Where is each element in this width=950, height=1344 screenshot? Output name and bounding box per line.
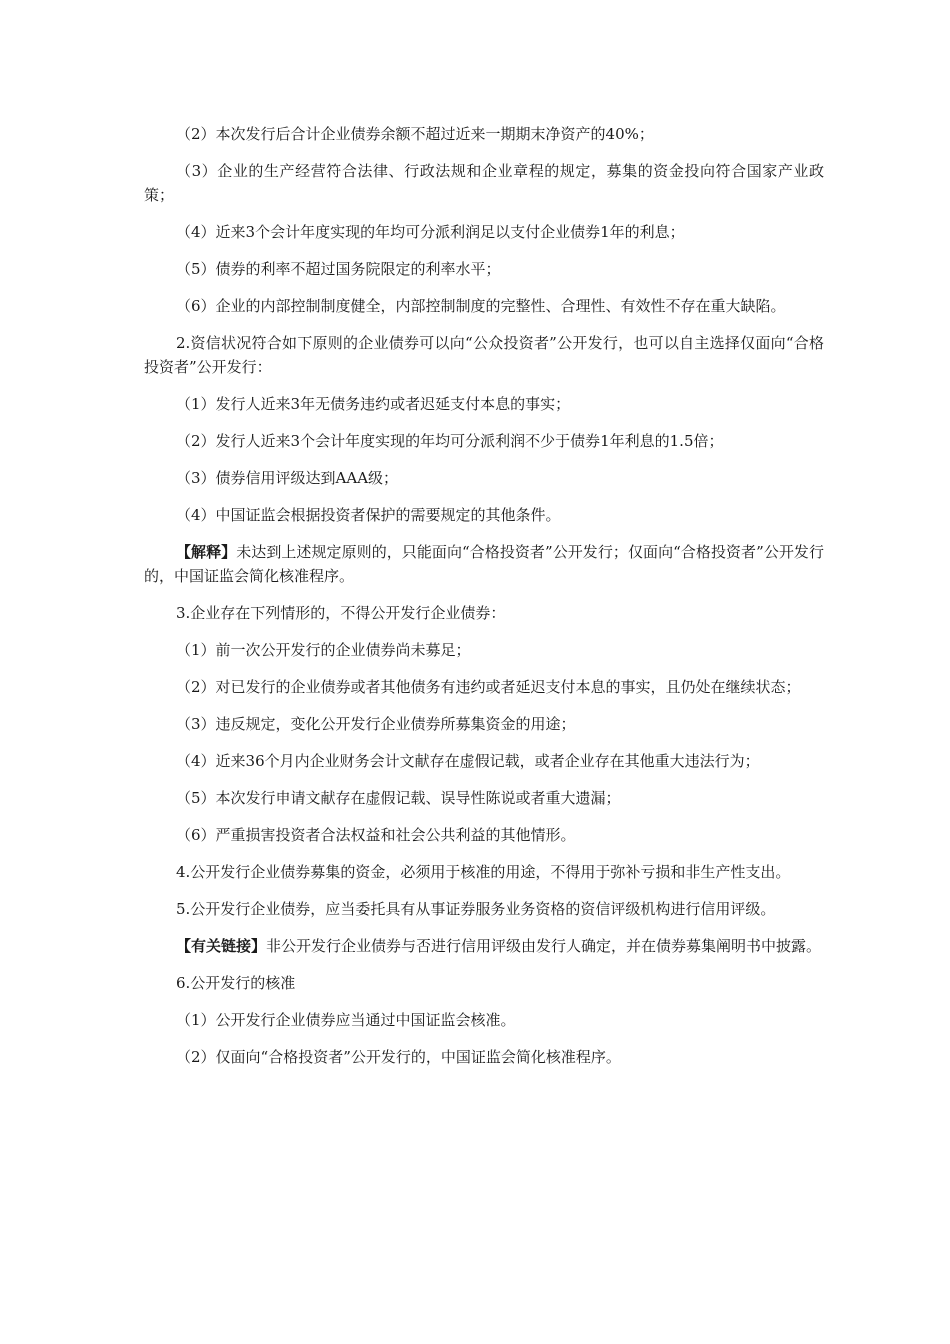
- paragraph-text: 5.公开发行企业债券，应当委托具有从事证券服务业务资格的资信评级机构进行信用评级。: [176, 900, 776, 918]
- paragraph-text: （3）债券信用评级达到AAA级；: [176, 469, 399, 487]
- paragraph-text: （3）企业的生产经营符合法律、行政法规和企业章程的规定，募集的资金投向符合国家产业政策；: [144, 162, 824, 204]
- paragraph-text: 4.公开发行企业债券募集的资金，必须用于核准的用途，不得用于弥补亏损和非生产性支出。: [176, 863, 791, 881]
- paragraph-section-3-item-5: [144, 786, 824, 810]
- paragraph-condition-3: [144, 159, 824, 207]
- document-body: [144, 122, 824, 1082]
- note-label: 【解释】: [176, 543, 237, 561]
- paragraph-section-3-item-1: [144, 638, 824, 662]
- paragraph-explanation-note: [144, 540, 824, 588]
- paragraph-section-4: [144, 860, 824, 884]
- paragraph-section-3-item-2: [144, 675, 824, 699]
- paragraph-section-5: [144, 897, 824, 921]
- paragraph-section-2-item-2: [144, 429, 824, 453]
- paragraph-text: （5）债券的利率不超过国务院限定的利率水平；: [176, 260, 501, 278]
- paragraph-section-3-item-6: [144, 823, 824, 847]
- paragraph-text: 2.资信状况符合如下原则的企业债券可以向“公众投资者”公开发行，也可以自主选择仅面向“合格投资者”公开发行：: [144, 334, 824, 376]
- paragraph-section-2: [144, 331, 824, 379]
- note-label: 【有关链接】: [176, 937, 267, 955]
- paragraph-section-2-item-3: [144, 466, 824, 490]
- paragraph-text: 未达到上述规定原则的，只能面向“合格投资者”公开发行；仅面向“合格投资者”公开发行的，中国证监会简化核准程序。: [144, 543, 824, 585]
- paragraph-text: 非公开发行企业债券与否进行信用评级由发行人确定，并在债券募集阐明书中披露。: [266, 937, 822, 955]
- paragraph-condition-6: [144, 294, 824, 318]
- paragraph-text: 6.公开发行的核准: [176, 974, 296, 992]
- paragraph-text: （1）公开发行企业债券应当通过中国证监会核准。: [176, 1011, 516, 1029]
- paragraph-text: （6）严重损害投资者合法权益和社会公共利益的其他情形。: [176, 826, 576, 844]
- paragraph-text: （2）本次发行后合计企业债券余额不超过近来一期期末净资产的40%；: [176, 125, 654, 143]
- paragraph-text: （6）企业的内部控制制度健全，内部控制制度的完整性、合理性、有效性不存在重大缺陷。: [176, 297, 786, 315]
- paragraph-condition-4: [144, 220, 824, 244]
- paragraph-text: （1）前一次公开发行的企业债券尚未募足；: [176, 641, 471, 659]
- paragraph-section-6-item-2: [144, 1045, 824, 1069]
- paragraph-text: （2）对已发行的企业债券或者其他债务有违约或者延迟支付本息的事实，且仍处在继续状态；: [176, 678, 801, 696]
- paragraph-section-2-item-1: [144, 392, 824, 416]
- paragraph-text: （4）中国证监会根据投资者保护的需要规定的其他条件。: [176, 506, 561, 524]
- paragraph-text: （2）发行人近来3个会计年度实现的年均可分派利润不少于债券1年利息的1.5倍；: [176, 432, 724, 450]
- paragraph-condition-5: [144, 257, 824, 281]
- paragraph-text: （3）违反规定，变化公开发行企业债券所募集资金的用途；: [176, 715, 576, 733]
- paragraph-section-2-item-4: [144, 503, 824, 527]
- paragraph-text: （5）本次发行申请文献存在虚假记载、误导性陈说或者重大遗漏；: [176, 789, 621, 807]
- paragraph-section-3-item-3: [144, 712, 824, 736]
- paragraph-text: 3.企业存在下列情形的，不得公开发行企业债券：: [176, 604, 506, 622]
- paragraph-section-3-item-4: [144, 749, 824, 773]
- paragraph-section-6-item-1: [144, 1008, 824, 1032]
- paragraph-text: （1）发行人近来3年无债务违约或者迟延支付本息的事实；: [176, 395, 571, 413]
- paragraph-text: （4）近来36个月内企业财务会计文献存在虚假记载，或者企业存在其他重大违法行为；: [176, 752, 760, 770]
- paragraph-related-link-note: [144, 934, 824, 958]
- paragraph-text: （2）仅面向“合格投资者”公开发行的，中国证监会简化核准程序。: [176, 1048, 621, 1066]
- paragraph-condition-2: [144, 122, 824, 146]
- paragraph-section-3: [144, 601, 824, 625]
- paragraph-text: （4）近来3个会计年度实现的年均可分派利润足以支付企业债券1年的利息；: [176, 223, 685, 241]
- paragraph-section-6: [144, 971, 824, 995]
